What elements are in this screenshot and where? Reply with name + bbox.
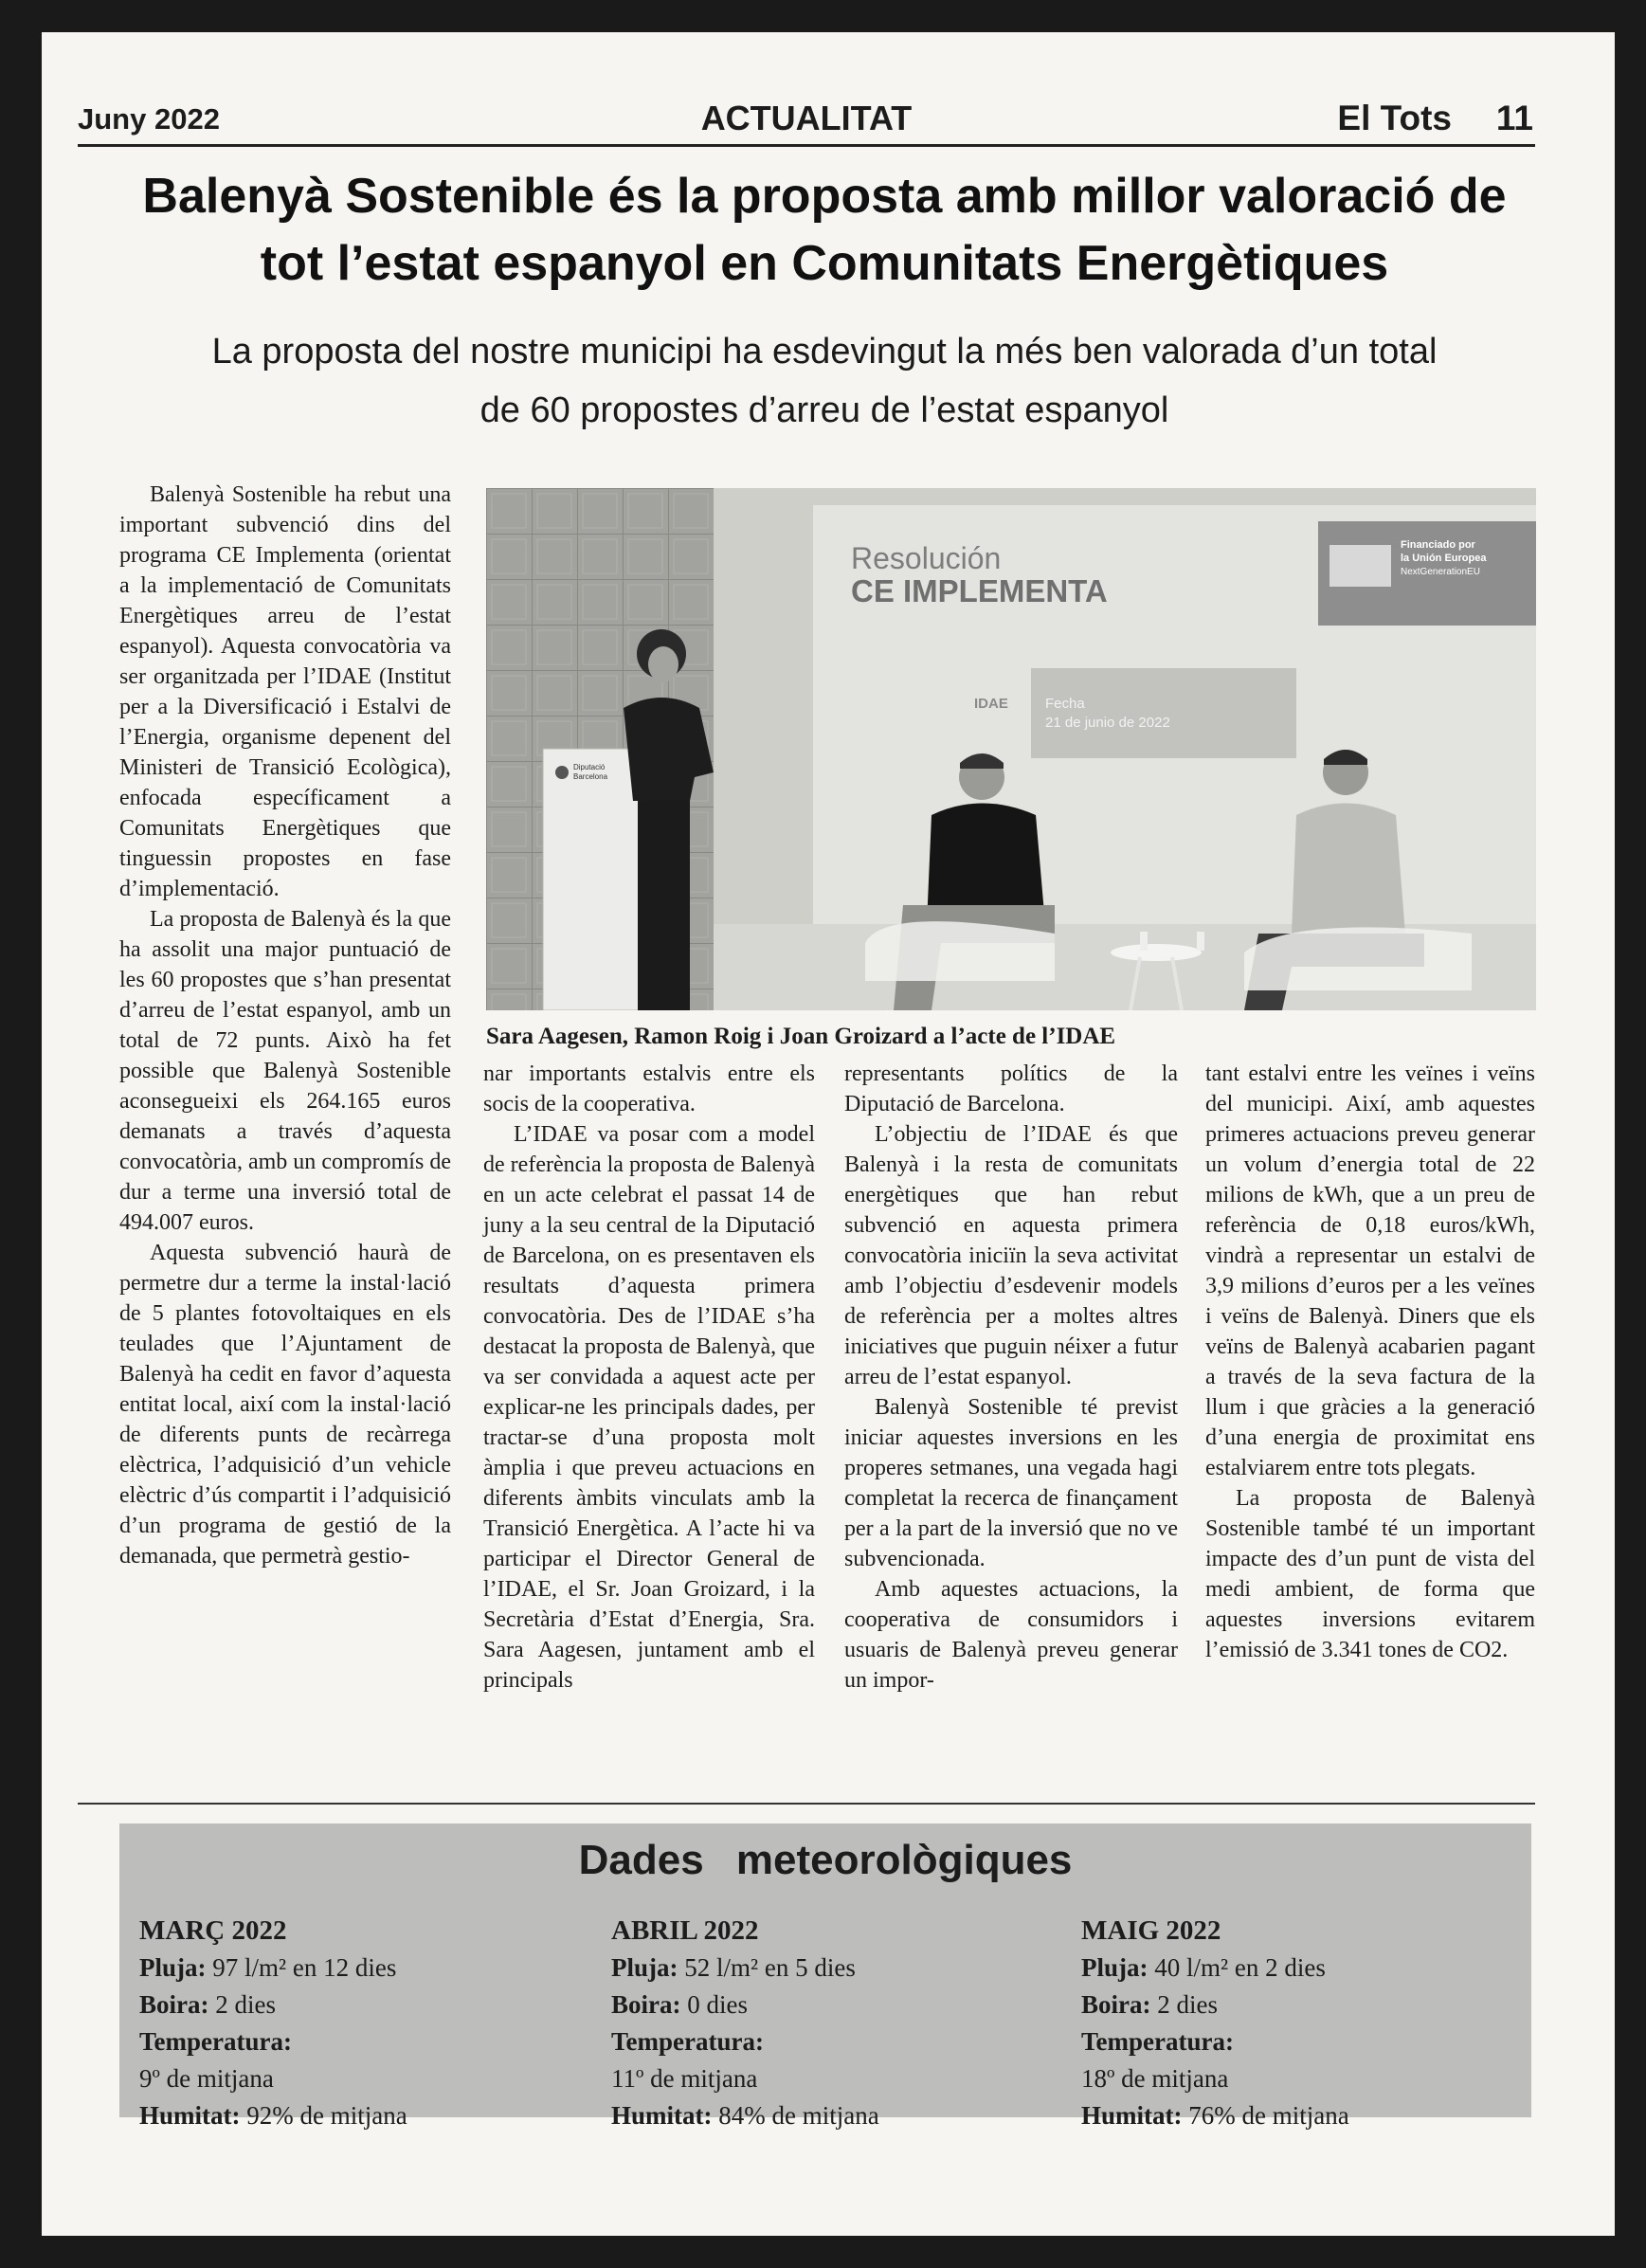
month-title: MAIG 2022 [1081,1915,1221,1946]
page-number: 11 [1495,99,1533,137]
subhead-line: de 60 propostes d’arreu de l’estat espanyol [479,390,1169,430]
article-paragraph: La proposta de Balenyà és la que ha assolit una major puntuació de les 60 propostes que s’han presentat d’arreu de l’estat espanyol, amb un total de 72 punts. Això ha fet possible que Balenyà Sostenible aconsegueixi els 264.165 euros demanats a través d’aquesta convocatòria, amb un compromís de dur a terme una inversió total de 494.007 euros. [119,907,451,1235]
humidity-value: 92% de mitjana [246,2101,407,2130]
article-paragraph: L’objectiu de l’IDAE és que Balenyà i la resta de comunitats energètiques que han rebut subvenció en aquesta primera convocatòria iniciïn la seva activitat amb l’objectiu d’esdevenir models de referència per a moltes altres iniciatives que puguin néixer a futur arreu de l’estat espanyol. [844,1122,1178,1389]
section-title: ACTUALITAT [700,99,913,137]
rain-label: Pluja: [611,1953,678,1982]
fog-label: Boira: [139,1990,209,2019]
fog-row [139,1987,575,2023]
lectern-label: Barcelona [573,772,608,781]
temperature-label: Temperatura: [139,2027,292,2056]
side-table [1111,944,1202,961]
humidity-label: Humitat: [139,2101,241,2130]
article-paragraph: tant estalvi entre les veïnes i veïns del municipi. Així, amb aquestes primeres actuacions preveu generar un volum d’energia total de 22 milions de kWh, que a un preu de referència de 0,18 euros/kWh, vindrà a representar un estalvi de 3,9 milions d’euros per a les veïnes i veïns de Balenyà. Diners que els veïns de Balenyà acabarien pagant a través de la seva factura de la llum i que gràcies a la generació d’una energia de proximitat ens estalviarem entre tots plegats. [1205,1061,1535,1480]
subhead-line: La proposta del nostre municipi ha esdevingut la més ben valorada d’un total [211,332,1438,372]
article-paragraph: Aquesta subvenció haurà de permetre dur a terme la instal·lació de 5 plantes fotovoltaiques en els teulades que l’Ajuntament de Balenyà ha cedit en favor d’aquesta entitat local, així com la instal·lació de diferents punts de recàrrega elèctrica, l’adquisició d’un vehicle elèctric d’ús compartit i l’adquisició d’un programa de gestió de la demanada, que permetrà gestio- [119,1241,451,1569]
humidity-row [139,2097,575,2134]
screen-agency: IDAE [974,696,1008,712]
weather-title: Dades meteorològiques [578,1837,1073,1883]
month-title: MARÇ 2022 [139,1915,287,1946]
headline-line: Balenyà Sostenible és la proposta amb millor valoració de [142,169,1507,224]
screen-date-label: Fecha [1045,696,1085,712]
fog-row [611,1987,1047,2023]
humidity-value: 76% de mitjana [1188,2101,1349,2130]
fog-row [1081,1987,1517,2023]
article-column-2 [483,1059,815,1696]
photo-caption: Sara Aagesen, Ramon Roig i Joan Groizard a l’acte de l’IDAE [486,1024,1116,1049]
screen-title: CE IMPLEMENTA [851,573,1108,608]
rain-row [139,1950,575,1987]
article-paragraph: L’IDAE va posar com a model de referència la proposta de Balenyà en un acte celebrat el passat 14 de juny a la seu central de la Diputació de Barcelona, on es presentaven els resultats d’aquesta primera convocatòria. Des de l’IDAE s’ha destacat la proposta de Balenyà, que va ser convidada a aquest acte per explicar-ne les principals dades, per tractar-se d’una proposta molt àmplia i que preveu actuacions en diferents àmbits vinculats amb la Transició Energètica. A l’acte hi va participar el Director General de l’IDAE, el Sr. Joan Groizard, i la Secretària d’Estat d’Energia, Sra. Sara Aagesen, juntament amb el principals [483,1122,815,1693]
humidity-label: Humitat: [1081,2101,1183,2130]
event-photo-illustration [486,488,1536,1010]
article-paragraph: Balenyà Sostenible té previst iniciar aquestes inversions en les properes setmanes, una vegada hagi completat la recerca de finançament per a la part de la inversió que no ve subvencionada. [844,1395,1178,1571]
article-subheadline [95,322,1554,440]
event-photo [486,488,1536,1010]
article-column-1 [119,480,451,1571]
fog-label: Boira: [611,1990,681,2019]
article-headline [95,163,1554,298]
screen-date-box [1031,668,1296,758]
month-title: ABRIL 2022 [611,1915,759,1946]
article-column-4 [1205,1059,1535,1665]
temperature-label: Temperatura: [1081,2027,1234,2056]
weather-month-march [139,1913,575,2134]
section-divider [78,1803,1535,1805]
temperature-value: 11º de mitjana [611,2064,758,2093]
rain-row [611,1950,1047,1987]
diputacio-logo-icon [555,766,569,779]
rain-label: Pluja: [139,1953,207,1982]
fog-value: 2 dies [1157,1990,1218,2019]
article-paragraph: representants polítics de la Diputació de Barcelona. [844,1061,1178,1116]
eu-text: NextGenerationEU [1401,567,1480,577]
article-paragraph: nar importants estalvis entre els socis de la cooperativa. [483,1061,815,1116]
fog-label: Boira: [1081,1990,1151,2019]
headline-line: tot l’estat espanyol en Comunitats Energètiques [260,236,1389,291]
article-paragraph: Amb aquestes actuacions, la cooperativa de consumidors i usuaris de Balenyà preveu generar un impor- [844,1577,1178,1693]
eu-flag-icon [1329,545,1391,587]
screen-title: Resolución [851,541,1002,575]
temperature-value: 9º de mitjana [139,2064,274,2093]
publication-name: El Tots [1337,99,1452,137]
article-paragraph: Balenyà Sostenible ha rebut una important subvenció dins del programa CE Implementa (orientat a la implementació de Comunitats Energètiques arreu de l’estat espanyol). Aquesta convocatòria va ser organitzada per l’IDAE (Institut per a la Diversificació i Estalvi de l’Energia, organisme depenent del Ministeri de Transició Ecològica), enfocada específicament a Comunitats Energètiques que tinguessin propostes en fase d’implementació. [119,482,451,901]
rain-value: 52 l/m² en 5 dies [684,1953,856,1982]
issue-date: Juny 2022 [78,102,220,136]
rain-row [1081,1950,1517,1987]
weather-month-may [1081,1913,1517,2134]
fog-value: 0 dies [687,1990,748,2019]
fog-value: 2 dies [215,1990,276,2019]
temperature-value: 18º de mitjana [1081,2064,1229,2093]
article-column-3 [844,1059,1178,1696]
lectern-label: Diputació [573,763,606,771]
rain-value: 40 l/m² en 2 dies [1154,1953,1326,1982]
humidity-row [611,2097,1047,2134]
screen-date: 21 de junio de 2022 [1045,715,1170,731]
humidity-value: 84% de mitjana [718,2101,879,2130]
rain-value: 97 l/m² en 12 dies [212,1953,397,1982]
weather-month-april [611,1913,1047,2134]
humidity-row [1081,2097,1517,2134]
weather-data-box [119,1823,1531,2130]
article-paragraph: La proposta de Balenyà Sostenible també té un important impacte des d’un punt de vista del medi ambient, de forma que aquestes inversions evitarem l’emissió de 3.341 tones de CO2. [1205,1486,1535,1662]
humidity-label: Humitat: [611,2101,713,2130]
eu-text: Financiado por [1401,539,1475,551]
page-header [78,74,1535,147]
rain-label: Pluja: [1081,1953,1149,1982]
eu-text: la Unión Europea [1401,553,1487,564]
temperature-label: Temperatura: [611,2027,764,2056]
lectern [543,749,647,1010]
